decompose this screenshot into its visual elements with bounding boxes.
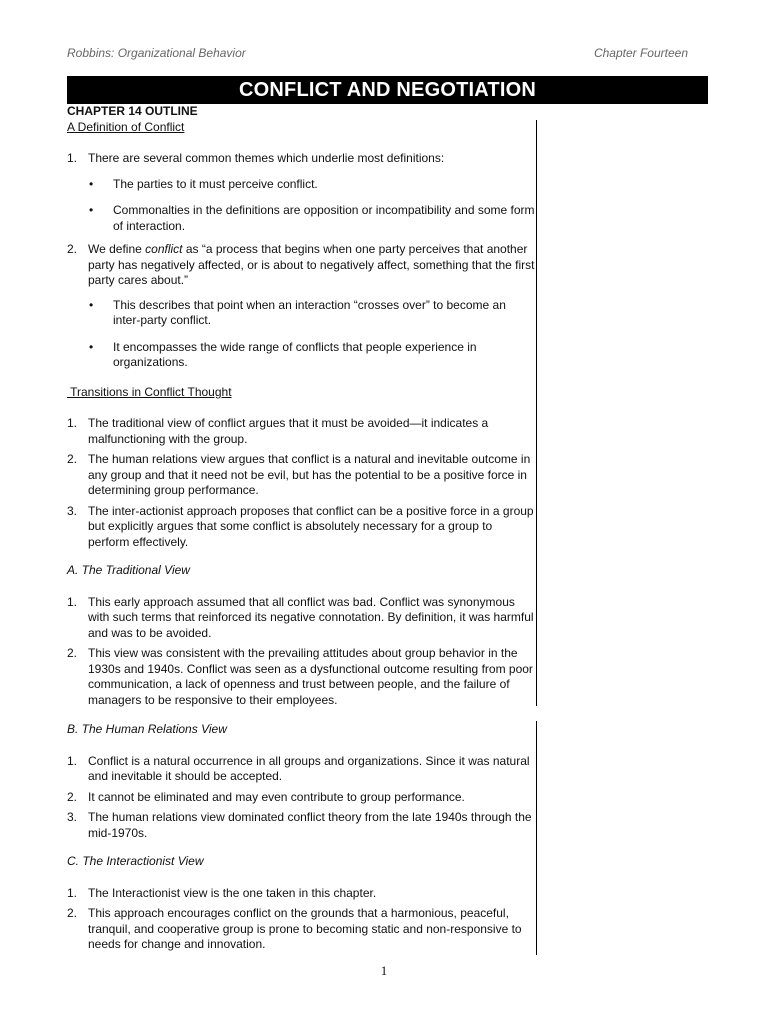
list-item: [67, 151, 535, 167]
list-item: [67, 754, 535, 785]
item-text: This view was consistent with the prevailing attitudes about group behavior in the 1930s and 1940s. Conflict was seen as a dysfunctional outcome resulting from poor communication, a lack of openness and trust between people, and the failure of managers to be responsive to their employees.: [88, 646, 533, 707]
item-number: 1.: [67, 753, 78, 768]
section-heading-human-relations-view: B. The Human Relations View: [67, 722, 227, 736]
list-item: [67, 906, 535, 953]
bullet-item: [67, 203, 535, 234]
list-item: [67, 595, 535, 642]
item-text: This approach encourages conflict on the grounds that a harmonious, peaceful, tranquil, and cooperative group is prone to becoming static and non-responsive to needs for change and innovation.: [88, 906, 522, 951]
item-number: 2.: [67, 646, 78, 660]
section-heading-interactionist-view: C. The Interactionist View: [67, 854, 204, 868]
item-text: Conflict is a natural occurrence in all groups and organizations. Since it was natural and inevitable it should be accepted.: [88, 753, 530, 783]
item-text: This early approach assumed that all conflict was bad. Conflict was synonymous with such terms that reinforced its negative connotation. By definition, it was harmful and was to be avoided.: [88, 594, 534, 640]
item-number: 1.: [67, 885, 78, 900]
list-item: [67, 452, 535, 499]
item-text-post: as “a process that begins when one party perceives that another party has negatively affected, or is about to negatively affect, something that the first party cares about.”: [88, 242, 535, 287]
bullet-text: Commonalties in the definitions are opposition or incompatibility and some form of interaction.: [113, 203, 535, 233]
list-item: [67, 416, 535, 447]
page-number: 1: [380, 963, 388, 978]
margin-rule-upper: [536, 120, 537, 706]
bullet-icon: •: [89, 297, 94, 312]
item-text: The traditional view of conflict argues that it must be avoided—it indicates a malfunctioning with the group.: [88, 416, 489, 446]
section-heading-traditional-view: A. The Traditional View: [67, 563, 190, 577]
item-number: 2.: [67, 242, 78, 256]
list-item: [67, 242, 535, 289]
bullet-icon: •: [89, 339, 94, 354]
item-number: 2.: [67, 789, 78, 804]
item-number: 3.: [67, 810, 78, 824]
item-number: 3.: [67, 503, 78, 518]
item-text: There are several common themes which underlie most definitions:: [88, 151, 445, 165]
bullet-icon: •: [89, 176, 94, 191]
list-item: [67, 504, 535, 551]
chapter-outline: [67, 104, 535, 953]
list-item: [67, 886, 535, 902]
item-number: 1.: [67, 416, 78, 430]
item-number: 2.: [67, 906, 78, 920]
item-number: 1.: [67, 594, 78, 609]
item-text: The human relations view argues that conflict is a natural and inevitable outcome in any group and that it need not be evil, but has the potential to be a positive force in determining group performance.: [88, 452, 531, 497]
item-number: 2.: [67, 452, 78, 466]
item-text: It cannot be eliminated and may even contribute to group performance.: [88, 789, 465, 804]
outline-label: CHAPTER 14 OUTLINE: [67, 104, 198, 118]
margin-rule-lower: [536, 721, 537, 955]
section-heading-definition: A Definition of Conflict: [67, 119, 185, 134]
bullet-item: [67, 298, 535, 329]
bullet-item: [67, 177, 535, 193]
page-title: CONFLICT AND NEGOTIATION: [67, 76, 708, 104]
section-heading-transitions: Transitions in Conflict Thought: [67, 384, 232, 399]
item-number: 1.: [67, 151, 78, 165]
bullet-text: The parties to it must perceive conflict.: [113, 176, 318, 191]
item-text: The human relations view dominated conflict theory from the late 1940s through the mid-1970s.: [88, 810, 532, 840]
list-item: [67, 810, 535, 841]
list-item: [67, 646, 535, 708]
item-text: The Interactionist view is the one taken in this chapter.: [88, 885, 377, 900]
bullet-text: This describes that point when an interaction “crosses over” to become an inter-party conflict.: [113, 297, 506, 327]
item-text-pre: We define: [88, 242, 146, 256]
running-header-right: Chapter Fourteen: [593, 46, 688, 60]
bullet-item: [67, 340, 535, 371]
running-header-left: Robbins: Organizational Behavior: [67, 46, 246, 60]
list-item: [67, 790, 535, 806]
item-text: The inter-actionist approach proposes that conflict can be a positive force in a group but explicitly argues that some conflict is absolutely necessary for a group to perform effectively.: [88, 503, 534, 549]
bullet-text: It encompasses the wide range of conflicts that people experience in organizations.: [113, 339, 477, 369]
item-text-emphasis: conflict: [145, 242, 183, 256]
bullet-icon: •: [89, 203, 94, 217]
